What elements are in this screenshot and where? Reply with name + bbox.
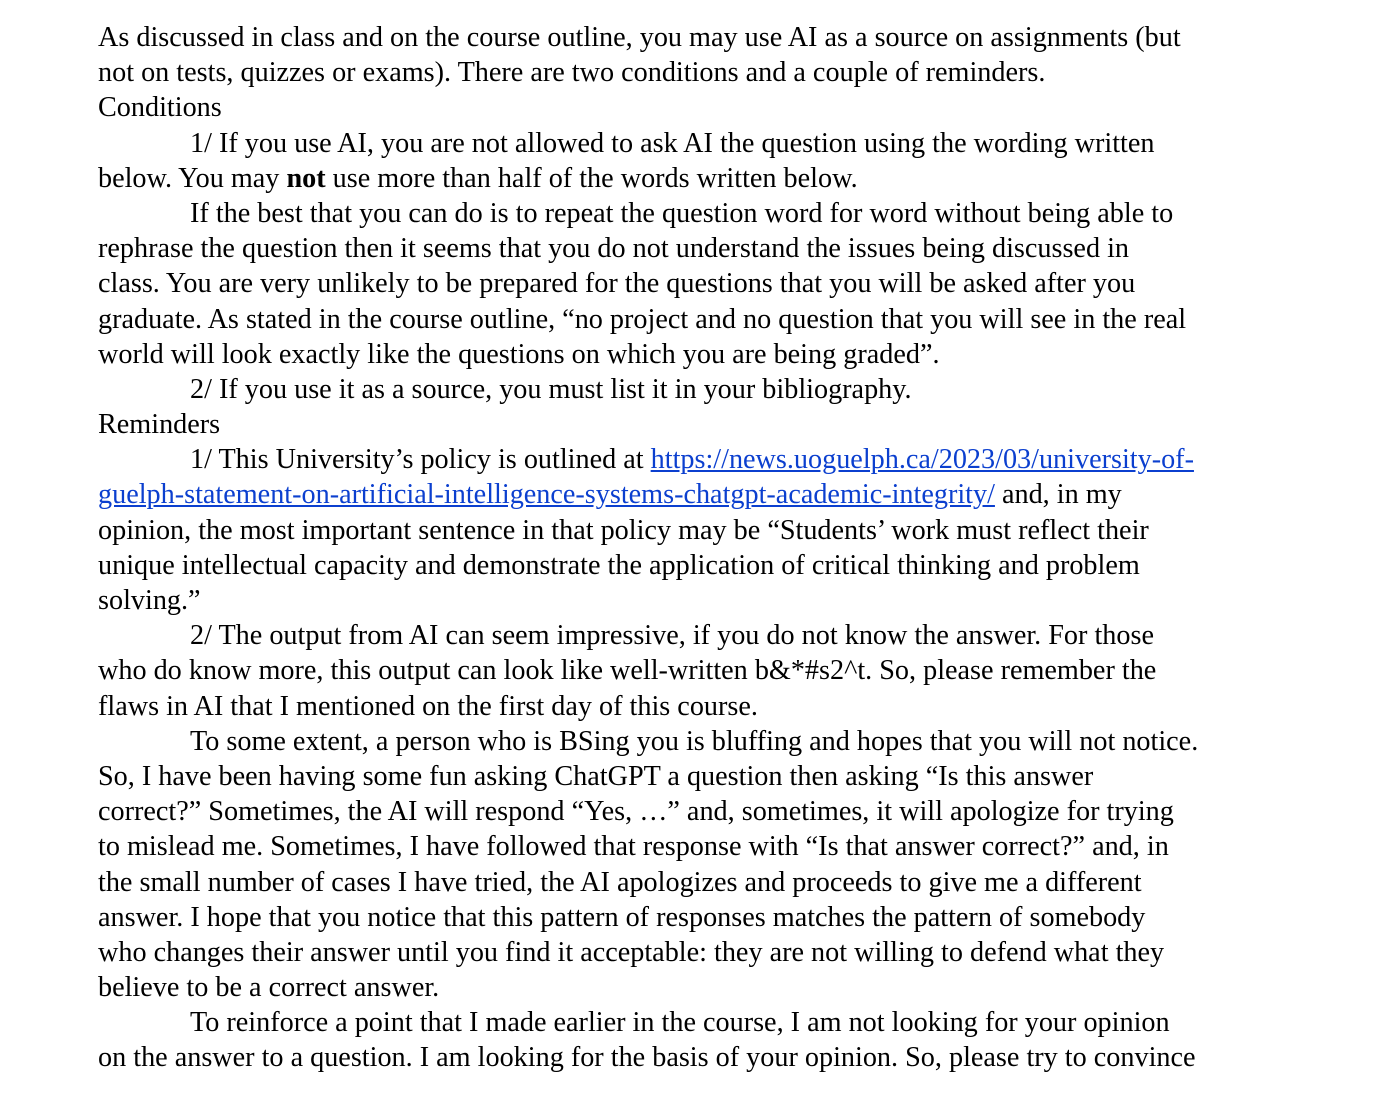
conditions-heading: Conditions xyxy=(98,92,222,124)
reminder-2-line-2: who do know more, this output can look like well-written b&*#s2^t. So, please remember the xyxy=(98,655,1157,687)
bluffing-paragraph-line-4: to mislead me. Sometimes, I have followed that response with “Is that answer correct?” and, in xyxy=(98,831,1169,863)
condition-paragraph-line-5: world will look exactly like the questions on which you are being graded”. xyxy=(98,338,940,370)
condition-1-text-b: use more than half of the words written below. xyxy=(325,162,858,194)
condition-1-line-2 xyxy=(98,161,1298,196)
reminder-2-line-3: flaws in AI that I mentioned on the first day of this course. xyxy=(98,690,758,722)
condition-paragraph-line-1: If the best that you can do is to repeat the question word for word without being able to xyxy=(190,197,1174,229)
bluffing-paragraph-line-2: So, I have been having some fun asking ChatGPT a question then asking “Is this answer xyxy=(98,760,1094,792)
bluffing-paragraph-line-6: answer. I hope that you notice that this pattern of responses matches the pattern of somebody xyxy=(98,901,1146,933)
condition-1-line-1: 1/ If you use AI, you are not allowed to ask AI the question using the wording written xyxy=(190,127,1155,159)
intro-line-2: not on tests, quizzes or exams). There are two conditions and a couple of reminders. xyxy=(98,57,1046,89)
bluffing-paragraph-line-3: correct?” Sometimes, the AI will respond “Yes, …” and, sometimes, it will apologize for trying xyxy=(98,796,1174,828)
reminder-1-suffix: and, in my xyxy=(994,479,1122,511)
reminder-1-line-4: unique intellectual capacity and demonstrate the application of critical thinking and problem xyxy=(98,549,1140,581)
reminder-1-line-3: opinion, the most important sentence in that policy may be “Students’ work must reflect their xyxy=(98,514,1149,546)
bluffing-paragraph-line-8: believe to be a correct answer. xyxy=(98,972,440,1004)
policy-link-part-1[interactable]: https://news.uoguelph.ca/2023/03/university-of- xyxy=(650,444,1194,476)
condition-paragraph-line-3: class. You are very unlikely to be prepared for the questions that you will be asked after you xyxy=(98,268,1136,300)
reminder-1-line-5: solving.” xyxy=(98,585,201,616)
reminder-2-line-1: 2/ The output from AI can seem impressive, if you do not know the answer. For those xyxy=(190,620,1154,652)
document-page xyxy=(98,20,1298,1076)
condition-paragraph-line-2: rephrase the question then it seems that you do not understand the issues being discussed in xyxy=(98,233,1130,265)
bluffing-paragraph-line-7: who changes their answer until you find it acceptable: they are not willing to defend what they xyxy=(98,936,1165,968)
condition-paragraph-line-4: graduate. As stated in the course outline, “no project and no question that you will see in the real xyxy=(98,303,1187,335)
bluffing-paragraph-line-5: the small number of cases I have tried, the AI apologizes and proceeds to give me a different xyxy=(98,866,1142,898)
intro-line-1: As discussed in class and on the course outline, you may use AI as a source on assignments (but xyxy=(98,22,1181,53)
condition-1-text-a: below. You may xyxy=(98,162,287,194)
reminder-1-line-2 xyxy=(98,477,1298,512)
condition-2: 2/ If you use it as a source, you must list it in your bibliography. xyxy=(190,373,912,405)
reminder-1-prefix: 1/ This University’s policy is outlined at xyxy=(190,444,651,476)
reminder-1-line-1 xyxy=(98,442,1298,477)
reminders-heading: Reminders xyxy=(98,409,221,441)
opinion-paragraph-line-2: on the answer to a question. I am looking for the basis of your opinion. So, please try to convince xyxy=(98,1042,1196,1074)
policy-link-part-2[interactable]: guelph-statement-on-artificial-intelligence-systems-chatgpt-academic-integrity/ xyxy=(98,479,995,511)
opinion-paragraph-line-1: To reinforce a point that I made earlier in the course, I am not looking for your opinion xyxy=(190,1007,1170,1039)
condition-1-bold-not: not xyxy=(286,162,326,194)
bluffing-paragraph-line-1: To some extent, a person who is BSing you is bluffing and hopes that you will not notice. xyxy=(190,725,1199,757)
